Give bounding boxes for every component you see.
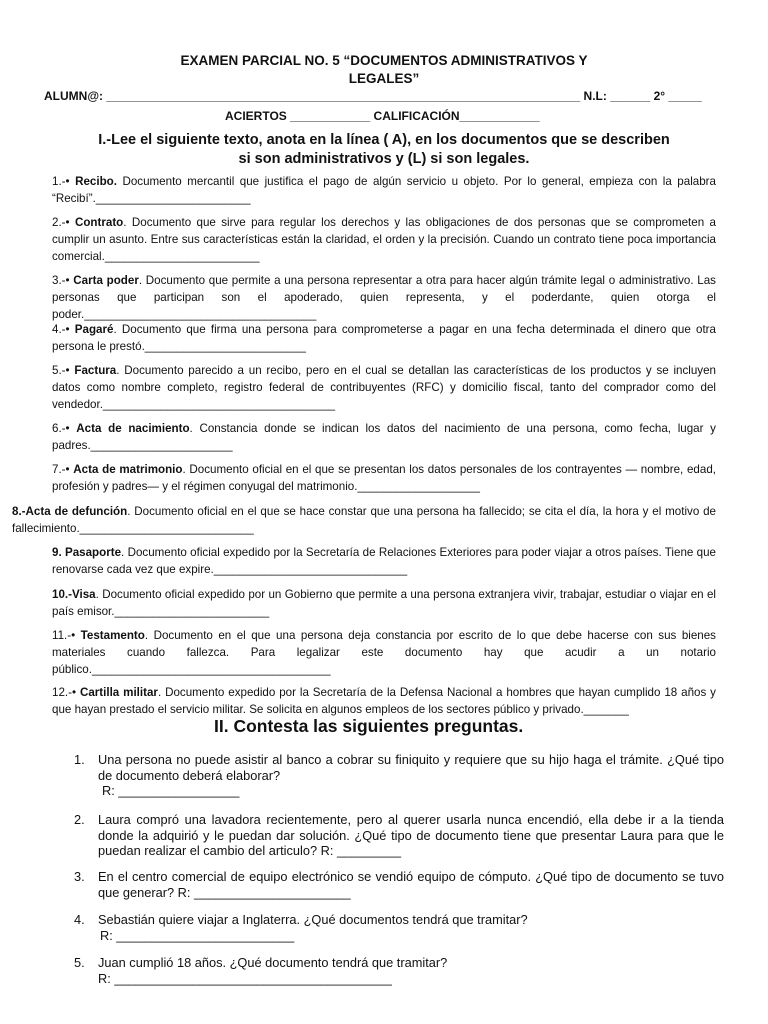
question-item [74, 752, 724, 799]
item-term: Visa [71, 588, 96, 601]
item-number: 9. [52, 546, 62, 559]
question-number: 4. [74, 912, 85, 927]
section2-title: II. Contesta las siguientes preguntas. [214, 716, 524, 736]
list-item [52, 420, 716, 454]
item-number: 12.-• [52, 686, 77, 699]
question-text: Sebastián quiere viajar a Inglaterra. ¿Qué documentos tendrá que tramitar? [98, 912, 528, 927]
item-number: 5.-• [52, 364, 70, 377]
item-number: 10.- [52, 588, 72, 601]
question-text: Juan cumplió 18 años. ¿Qué documento tendrá que tramitar? [98, 955, 448, 970]
item-term: Pasaporte [64, 546, 122, 559]
instruction-line1: I.-Lee el siguiente texto, anota en la línea ( A), en los documentos que se describen [98, 132, 670, 148]
answer-line: R: _________________________ [100, 927, 295, 943]
list-item [52, 272, 716, 323]
list-item [12, 503, 716, 537]
item-description: . Documento oficial expedido por un Gobierno que permite a una persona extranjera vivir, trabajar, estudiar o viajar en el país emisor.________________________ [52, 588, 716, 618]
item-number: 4.-• [52, 323, 70, 336]
item-description: . Documento parecido a un recibo, pero en el cual se detallan las características de los productos y se incluyen datos como nombre completo, registro federal de contribuyentes (RFC) y domicilio fiscal, tanto del comprador como del vendedor.____________________________________ [52, 364, 716, 411]
list-item [52, 684, 716, 718]
score-line: ACIERTOS ____________ CALIFICACIÓN____________ [225, 109, 540, 123]
item-description: . Documento que firma una persona para comprometerse a pagar en una fecha determinada el dinero que otra persona le prestó._________________________ [52, 323, 716, 353]
question-text: En el centro comercial de equipo electrónico se vendió equipo de cómputo. ¿Qué tipo de documento se tuvo que generar? R: ______________________ [98, 869, 724, 900]
item-description: . Documento que sirve para regular los derechos y las obligaciones de dos personas que se comprometen a cumplir un asunto. Entre sus características están la claridad, el orden y la precisión. Cuando un contrato tiene poca importancia comercial.________________________ [52, 216, 716, 263]
item-number: 11.-• [52, 629, 76, 642]
item-term: Cartilla militar [79, 686, 158, 699]
list-item [52, 627, 716, 678]
question-item [74, 812, 724, 859]
item-term: Pagaré [74, 323, 114, 336]
list-item [52, 173, 716, 207]
section1-instruction [40, 131, 728, 169]
item-description: . Documento oficial en el que se hace constar que una persona ha fallecido; se cita el día, la hora y el motivo de fallecimiento.___________________________ [12, 505, 716, 535]
question-item [74, 955, 724, 986]
item-description: Documento mercantil que justifica el pago de algún servicio u objeto. Por lo general, empieza con la palabra “Recibí”.________________________ [52, 175, 716, 205]
item-number: 6.-• [52, 422, 70, 435]
instruction-line2: si son administrativos y (L) si son legales. [238, 151, 530, 167]
item-description: . Documento oficial expedido por la Secretaría de Relaciones Exteriores para poder viajar a otros países. Tiene que renovarse cada vez que expire.______________________________ [52, 546, 716, 576]
list-item [52, 362, 716, 413]
item-description: . Documento oficial en el que se presentan los datos personales de los contrayentes — nombre, edad, profesión y padres— y el régimen conyugal del matrimonio.___________________ [52, 463, 716, 493]
item-term: Carta poder [73, 274, 139, 287]
answer-line: R: _________________ [102, 783, 240, 798]
item-description: . Documento expedido por la Secretaría de la Defensa Nacional a hombres que hayan cumplido 18 años y que hayan prestado el servicio militar. Se solicita en algunos empleos de los sectores público y privado._______ [52, 686, 716, 716]
item-description: . Documento en el que una persona deja constancia por escrito de lo que debe hacerse con sus bienes materiales cuando fallezca. Para legalizar este documento hay que acudir a un notario público._____________________________________ [52, 629, 716, 676]
exam-title-line2: LEGALES” [348, 71, 420, 86]
list-item [52, 214, 716, 265]
item-term: Acta de matrimonio [73, 463, 183, 476]
item-number: 1.-• [52, 175, 70, 188]
item-description: . Constancia donde se indican los datos del nacimiento de una persona, como fecha, lugar y padres.______________________ [52, 422, 716, 452]
item-term: Contrato [74, 216, 124, 229]
item-number: 3.-• [52, 274, 70, 287]
item-number: 7.-• [52, 463, 70, 476]
list-item [52, 544, 716, 578]
item-term: Testamento [80, 629, 145, 642]
item-term: Acta de defunción [25, 505, 128, 518]
item-number: 8.- [12, 505, 26, 518]
list-item [52, 586, 716, 620]
list-item [52, 461, 716, 495]
exam-title-line1: EXAMEN PARCIAL NO. 5 “DOCUMENTOS ADMINISTRATIVOS Y [180, 53, 588, 68]
item-term: Acta de nacimiento [76, 422, 190, 435]
question-item [74, 912, 724, 943]
item-number: 2.-• [52, 216, 70, 229]
question-text: Laura compró una lavadora recientemente, pero al querer usarla nunca encendió, ella debe ir a la tienda donde la adquirió y le puedan dar solución. ¿Qué tipo de documento tiene que presentar Laura para que le puedan realizar el cambio del articulo? R: _________ [98, 812, 724, 858]
item-term: Recibo. [75, 175, 117, 188]
question-item [74, 869, 724, 900]
student-info-line: ALUMN@: _______________________________________________________________________ N.L: ______ 2° _____ [44, 89, 702, 103]
question-number: 5. [74, 955, 85, 970]
question-number: 3. [74, 869, 85, 884]
question-number: 1. [74, 752, 85, 767]
question-text: Una persona no puede asistir al banco a cobrar su finiquito y requiere que su hijo haga el trámite. ¿Qué tipo de documento deberá elaborar? [98, 752, 724, 783]
question-number: 2. [74, 812, 85, 827]
list-item [52, 321, 716, 355]
item-description: . Documento que permite a una persona representar a otra para hacer algún trámite legal o administrativo. Las personas que participan son el apoderado, quien representa, y el poderdante, quien otorga el poder.____________________________________ [52, 274, 716, 321]
item-term: Factura [74, 364, 117, 377]
answer-line: R: _______________________________________ [98, 970, 392, 986]
